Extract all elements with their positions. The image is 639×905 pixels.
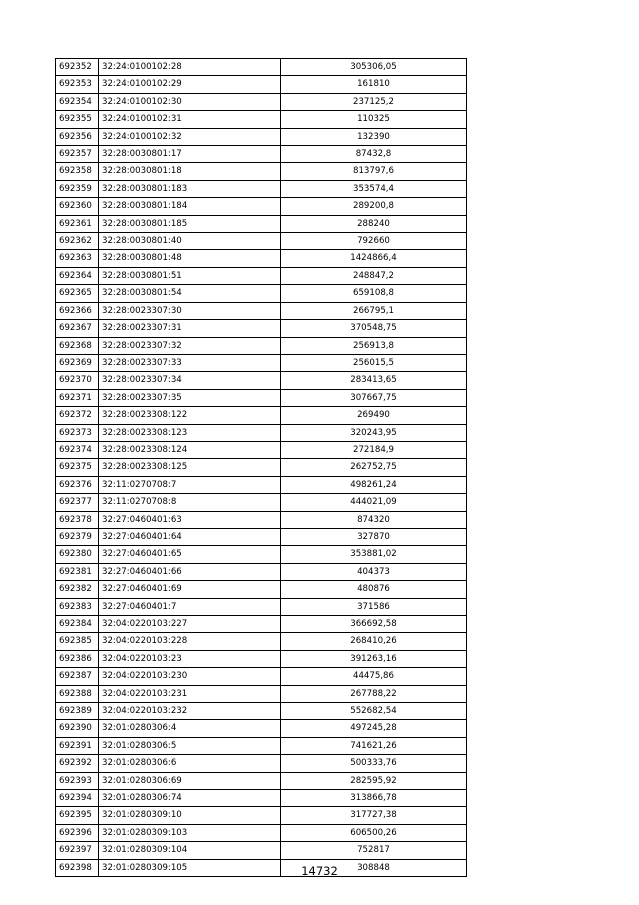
row-id-cell: 692394	[56, 790, 99, 807]
cadastral-number-cell: 32:24:0100102:30	[99, 93, 281, 110]
table-row	[56, 128, 467, 145]
row-id-cell: 692398	[56, 859, 99, 876]
row-id-cell: 692368	[56, 337, 99, 354]
cadastral-number-cell: 32:04:0220103:231	[99, 685, 281, 702]
row-id-cell: 692360	[56, 198, 99, 215]
cadastral-number-cell: 32:28:0023307:30	[99, 302, 281, 319]
value-cell: 248847,2	[281, 267, 467, 284]
value-cell: 444021,09	[281, 494, 467, 511]
value-cell: 262752,75	[281, 459, 467, 476]
row-id-cell: 692364	[56, 267, 99, 284]
value-cell: 552682,54	[281, 703, 467, 720]
cadastral-number-cell: 32:28:0023307:33	[99, 354, 281, 371]
value-cell: 370548,75	[281, 320, 467, 337]
value-cell: 161810	[281, 76, 467, 93]
value-cell: 497245,28	[281, 720, 467, 737]
row-id-cell: 692387	[56, 668, 99, 685]
row-id-cell: 692379	[56, 528, 99, 545]
table-row	[56, 650, 467, 667]
cadastral-number-cell: 32:28:0023307:34	[99, 372, 281, 389]
row-id-cell: 692388	[56, 685, 99, 702]
cadastral-number-cell: 32:28:0030801:40	[99, 233, 281, 250]
row-id-cell: 692366	[56, 302, 99, 319]
value-cell: 256913,8	[281, 337, 467, 354]
row-id-cell: 692385	[56, 633, 99, 650]
table-row	[56, 320, 467, 337]
table-row	[56, 198, 467, 215]
cadastral-number-cell: 32:27:0460401:65	[99, 546, 281, 563]
cadastral-number-cell: 32:28:0023307:31	[99, 320, 281, 337]
table-row	[56, 59, 467, 76]
value-cell: 741621,26	[281, 737, 467, 754]
row-id-cell: 692355	[56, 111, 99, 128]
value-cell: 256015,5	[281, 354, 467, 371]
cadastral-number-cell: 32:28:0030801:17	[99, 146, 281, 163]
value-cell: 500333,76	[281, 755, 467, 772]
row-id-cell: 692357	[56, 146, 99, 163]
cadastral-number-cell: 32:28:0023308:124	[99, 441, 281, 458]
value-cell: 289200,8	[281, 198, 467, 215]
row-id-cell: 692372	[56, 407, 99, 424]
cadastral-number-cell: 32:28:0030801:18	[99, 163, 281, 180]
value-cell: 353881,02	[281, 546, 467, 563]
table-row	[56, 703, 467, 720]
value-cell: 317727,38	[281, 807, 467, 824]
value-cell: 353574,4	[281, 180, 467, 197]
table-row	[56, 581, 467, 598]
table-row	[56, 441, 467, 458]
row-id-cell: 692358	[56, 163, 99, 180]
table-row	[56, 93, 467, 110]
page-number: 14732	[301, 864, 338, 878]
cadastral-number-cell: 32:28:0030801:183	[99, 180, 281, 197]
row-id-cell: 692378	[56, 511, 99, 528]
row-id-cell: 692386	[56, 650, 99, 667]
row-id-cell: 692383	[56, 598, 99, 615]
table-row	[56, 146, 467, 163]
cadastral-number-cell: 32:27:0460401:7	[99, 598, 281, 615]
row-id-cell: 692369	[56, 354, 99, 371]
cadastral-number-cell: 32:01:0280309:103	[99, 824, 281, 841]
cadastral-number-cell: 32:04:0220103:232	[99, 703, 281, 720]
table-row	[56, 233, 467, 250]
value-cell: 110325	[281, 111, 467, 128]
cadastral-number-cell: 32:28:0030801:54	[99, 285, 281, 302]
cadastral-number-cell: 32:04:0220103:23	[99, 650, 281, 667]
row-id-cell: 692376	[56, 476, 99, 493]
table-row	[56, 807, 467, 824]
cadastral-number-cell: 32:24:0100102:31	[99, 111, 281, 128]
table-row	[56, 598, 467, 615]
table-row	[56, 546, 467, 563]
row-id-cell: 692391	[56, 737, 99, 754]
row-id-cell: 692356	[56, 128, 99, 145]
table-row	[56, 407, 467, 424]
row-id-cell: 692390	[56, 720, 99, 737]
value-cell: 269490	[281, 407, 467, 424]
value-cell: 266795,1	[281, 302, 467, 319]
value-cell: 313866,78	[281, 790, 467, 807]
value-cell: 404373	[281, 563, 467, 580]
table-row	[56, 790, 467, 807]
cadastral-number-cell: 32:28:0023308:122	[99, 407, 281, 424]
table-row	[56, 737, 467, 754]
table-row	[56, 755, 467, 772]
cadastral-number-cell: 32:28:0030801:51	[99, 267, 281, 284]
row-id-cell: 692389	[56, 703, 99, 720]
cadastral-number-cell: 32:28:0030801:184	[99, 198, 281, 215]
table-row	[56, 459, 467, 476]
table-row	[56, 337, 467, 354]
row-id-cell: 692396	[56, 824, 99, 841]
value-cell: 308848	[281, 859, 467, 876]
row-id-cell: 692361	[56, 215, 99, 232]
cadastral-number-cell: 32:27:0460401:64	[99, 528, 281, 545]
value-cell: 391263,16	[281, 650, 467, 667]
row-id-cell: 692384	[56, 616, 99, 633]
value-cell: 1424866,4	[281, 250, 467, 267]
row-id-cell: 692363	[56, 250, 99, 267]
row-id-cell: 692370	[56, 372, 99, 389]
value-cell: 132390	[281, 128, 467, 145]
table-row	[56, 720, 467, 737]
data-table	[55, 58, 467, 877]
table-row	[56, 111, 467, 128]
value-cell: 366692,58	[281, 616, 467, 633]
table-row	[56, 842, 467, 859]
table-row	[56, 267, 467, 284]
value-cell: 307667,75	[281, 389, 467, 406]
value-cell: 305306,05	[281, 59, 467, 76]
cadastral-number-cell: 32:01:0280306:74	[99, 790, 281, 807]
table-body	[56, 59, 467, 877]
cadastral-number-cell: 32:28:0030801:185	[99, 215, 281, 232]
value-cell: 267788,22	[281, 685, 467, 702]
cadastral-number-cell: 32:28:0023308:123	[99, 424, 281, 441]
table-row	[56, 250, 467, 267]
cadastral-number-cell: 32:28:0023307:35	[99, 389, 281, 406]
value-cell: 327870	[281, 528, 467, 545]
cadastral-number-cell: 32:01:0280309:105	[99, 859, 281, 876]
table-row	[56, 772, 467, 789]
value-cell: 874320	[281, 511, 467, 528]
table-row	[56, 424, 467, 441]
value-cell: 283413,65	[281, 372, 467, 389]
table-row	[56, 215, 467, 232]
cadastral-number-cell: 32:01:0280306:4	[99, 720, 281, 737]
cadastral-number-cell: 32:24:0100102:28	[99, 59, 281, 76]
cadastral-number-cell: 32:28:0023307:32	[99, 337, 281, 354]
row-id-cell: 692354	[56, 93, 99, 110]
row-id-cell: 692374	[56, 441, 99, 458]
cadastral-number-cell: 32:28:0023308:125	[99, 459, 281, 476]
cadastral-number-cell: 32:24:0100102:32	[99, 128, 281, 145]
cadastral-number-cell: 32:01:0280306:6	[99, 755, 281, 772]
row-id-cell: 692373	[56, 424, 99, 441]
value-cell: 659108,8	[281, 285, 467, 302]
cadastral-number-cell: 32:04:0220103:228	[99, 633, 281, 650]
row-id-cell: 692381	[56, 563, 99, 580]
value-cell: 606500,26	[281, 824, 467, 841]
cadastral-number-cell: 32:27:0460401:63	[99, 511, 281, 528]
row-id-cell: 692392	[56, 755, 99, 772]
cadastral-number-cell: 32:04:0220103:230	[99, 668, 281, 685]
value-cell: 371586	[281, 598, 467, 615]
value-cell: 320243,95	[281, 424, 467, 441]
table-row	[56, 494, 467, 511]
cadastral-number-cell: 32:01:0280306:5	[99, 737, 281, 754]
row-id-cell: 692359	[56, 180, 99, 197]
table-row	[56, 616, 467, 633]
row-id-cell: 692353	[56, 76, 99, 93]
cadastral-number-cell: 32:01:0280309:10	[99, 807, 281, 824]
cadastral-number-cell: 32:24:0100102:29	[99, 76, 281, 93]
table-row	[56, 76, 467, 93]
cadastral-number-cell: 32:01:0280306:69	[99, 772, 281, 789]
row-id-cell: 692382	[56, 581, 99, 598]
row-id-cell: 692397	[56, 842, 99, 859]
value-cell: 272184,9	[281, 441, 467, 458]
table-row	[56, 372, 467, 389]
table-row	[56, 668, 467, 685]
value-cell: 87432,8	[281, 146, 467, 163]
value-cell: 268410,26	[281, 633, 467, 650]
table-row	[56, 354, 467, 371]
value-cell: 480876	[281, 581, 467, 598]
row-id-cell: 692365	[56, 285, 99, 302]
row-id-cell: 692377	[56, 494, 99, 511]
value-cell: 813797,6	[281, 163, 467, 180]
value-cell: 288240	[281, 215, 467, 232]
row-id-cell: 692352	[56, 59, 99, 76]
value-cell: 498261,24	[281, 476, 467, 493]
cadastral-number-cell: 32:28:0030801:48	[99, 250, 281, 267]
cadastral-number-cell: 32:11:0270708:7	[99, 476, 281, 493]
table-row	[56, 302, 467, 319]
row-id-cell: 692393	[56, 772, 99, 789]
cadastral-number-cell: 32:11:0270708:8	[99, 494, 281, 511]
table-row	[56, 476, 467, 493]
value-cell: 237125,2	[281, 93, 467, 110]
row-id-cell: 692375	[56, 459, 99, 476]
row-id-cell: 692371	[56, 389, 99, 406]
cadastral-number-cell: 32:01:0280309:104	[99, 842, 281, 859]
table-row	[56, 285, 467, 302]
row-id-cell: 692380	[56, 546, 99, 563]
row-id-cell: 692362	[56, 233, 99, 250]
table-row	[56, 528, 467, 545]
table-row	[56, 511, 467, 528]
cadastral-number-cell: 32:27:0460401:69	[99, 581, 281, 598]
table-row	[56, 563, 467, 580]
value-cell: 282595,92	[281, 772, 467, 789]
table-row	[56, 685, 467, 702]
value-cell: 44475,86	[281, 668, 467, 685]
table-row	[56, 824, 467, 841]
row-id-cell: 692395	[56, 807, 99, 824]
cadastral-number-cell: 32:27:0460401:66	[99, 563, 281, 580]
table-row	[56, 389, 467, 406]
table-row	[56, 180, 467, 197]
cadastral-number-cell: 32:04:0220103:227	[99, 616, 281, 633]
value-cell: 792660	[281, 233, 467, 250]
value-cell: 752817	[281, 842, 467, 859]
table-row	[56, 633, 467, 650]
row-id-cell: 692367	[56, 320, 99, 337]
table-row	[56, 163, 467, 180]
